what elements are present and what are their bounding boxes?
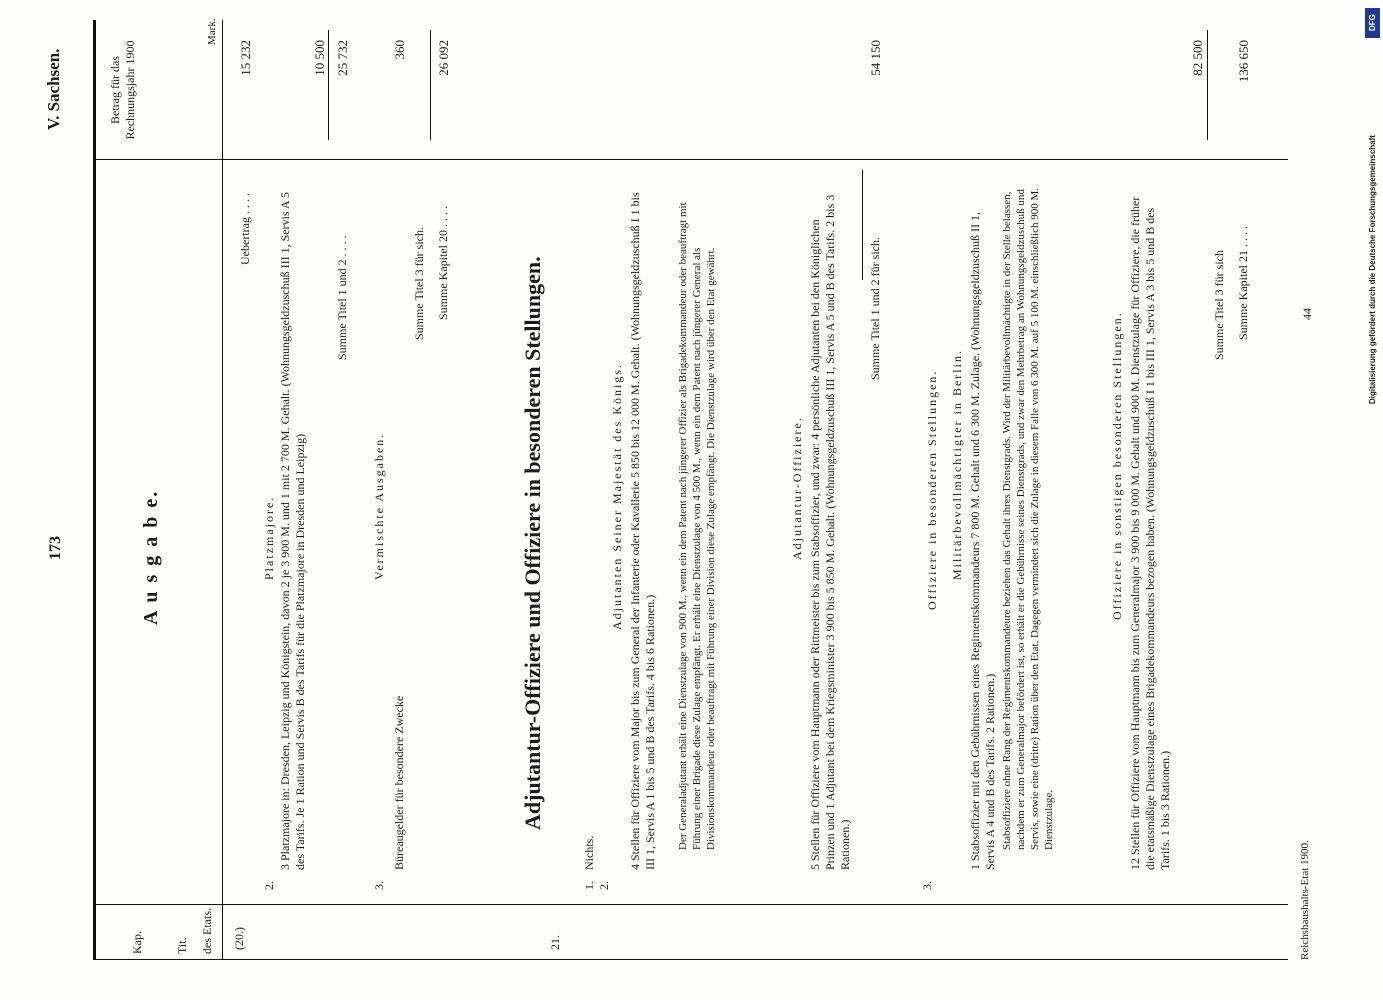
summe-kapitel-20-label: Summe Kapitel 20 . . . . [436,206,450,320]
adjutantur-offiziere-heading: Adjutantur-Offiziere. [790,416,804,560]
subtotal-rule [328,30,329,140]
titel-3-label: 3. [372,881,386,890]
digitization-sidebar [1362,0,1383,1000]
summe-k21-titel-1-2: Summe Titel 1 und 2 für sich. [868,236,882,380]
footer-signature: 44 [1300,308,1314,320]
section-title: A u s g a b e. [140,489,162,625]
kapitel-21-title: Adjutantur-Offiziere und Offiziere in besonderen Stellungen. [520,256,545,830]
kapitel-20-label: (20.) [232,927,246,950]
bueroaugelder-text: Büreaugelder für besondere Zwecke [392,695,406,870]
k21-titel-1: 1. [582,881,596,890]
page-number: 173 [47,536,64,560]
summe-titel-3b-label: Summe Titel 3 für sich [1212,249,1226,360]
state-title: V. Sachsen. [44,48,63,130]
militaerbevollmaechtigter-note: Stabsoffiziere ohne Rang der Regimentskommandeure beziehen das Gehalt ihres Dienstgrads. Wird der Militärbevollmächtigte in der Stelle belassen, nachdem er zum Generalmajor befördert ist, so erhält er die Gebührnisse seines Dienstgrads, und zwar den Mehrbetrag an Wohnungsgeldzuschuß und Servis, sowie eine (dritte) Ration über den Etat. Dagegen vermindert sich die Zulage in diesem Falle von 6 300 M. auf 5 100 M. einschließlich 900 M. Dienstzulage. [1001,188,1055,850]
header-tit: Tit. [175,937,189,954]
top-rule [93,20,96,960]
sonstige-stellungen-text: 12 Stellen für Offiziere vom Hauptmann bis zum Generalmajor 3 900 bis 9 000 M. Gehalt und 900 M. Dienstzulage für Offiziere, die früher die etatsmäßige Dienstzulage eines Brigadekommandeurs bezogen haben. (Wohnungsgeldzuschuß I 1 bis III 1, Servis A 3 bis 5 und B des Tarifs. 1 bis 3 Rationen.) [1128,196,1172,870]
adjutantur-offiziere-text: 5 Stellen für Offiziere vom Hauptmann oder Rittmeister bis zum Stabsoffizier, und zwar: 4 persönliche Adjutanten bei den Königlichen Prinzen und 1 Adjutant bei dem Kriegsminister 3 900 bis 5 850 M. Gehalt. (Wohnungsgeldzuschuß III 1, Servis A 5 und B des Tarifs. 2 bis 3 Rationen.) [808,194,852,870]
summe-kapitel-20-amount: 26 092 [436,40,451,76]
militaerbevollmaechtigter-heading: Militärbevollmächtigter in Berlin. [950,349,964,580]
besondere-stellungen-heading: Offiziere in besonderen Stellungen. [925,369,939,610]
sonstige-amount: 82 500 [1190,40,1205,76]
left-border [93,959,1288,960]
uebertrag-label: Uebertrag . . . . [238,193,252,265]
vermischte-heading: Vermischte Ausgaben. [372,432,386,580]
uebertrag-amount: 15 232 [238,40,253,76]
summe-titel-3-label: Summe Titel 3 für sich. [412,226,426,340]
digitization-credit: Digitalisierung gefördert durch die Deutsche Forschungsgemeinschaft [1368,135,1377,404]
subtotal-rule-2 [430,30,431,140]
summe-titel-1-2-amount: 25 732 [335,40,350,76]
adjutanten-koenig-note: Der Generaladjutant erhält eine Dienstzulage von 900 M., wenn ein dem Patent nach jüngerer Offizier als Brigadekommandeur oder beauftragt mit Führung einer Brigade diese Zulage empfängt. Er erhält eine Dienstzulage von 4 500 M., wenn ein dem Patent nach jüngerer General als Divisionskommandeur oder beauftragt mit Führung einer Division diese Zulage empfängt. Die Dienstzulage wird über den Etat gewährt. [677,202,717,850]
amount-column-divider [93,159,1288,160]
header-kap: Kap. [130,931,144,954]
adjutantur-amount: 54 150 [868,40,883,76]
summe-kapitel-21-label: Summe Kapitel 21 . . . . [1236,226,1250,340]
subtotal-rule-4 [1207,30,1208,140]
dfg-logo: DFG [1365,8,1380,38]
platzmajore-heading: Platzmajore. [262,495,276,580]
summe-kapitel-21-amount: 136 650 [1236,40,1251,83]
header-des-etats: des Etats. [200,908,214,954]
titel-2-label: 2. [262,881,276,890]
header-mark: Mark. [206,18,218,45]
header-rule [222,20,223,960]
adjutanten-koenig-text: 4 Stellen für Offiziere vom Major bis zum General der Infanterie oder Kavallerie 5 850 bis 12 000 M. Gehalt. (Wohnungsgeldzuschuß I 1 bis III 1, Servis A 1 bis 5 und B des Tarifs. 4 bis 6 Rationen.) [628,192,657,870]
footer-etat: Reichshaushalts-Etat 1900. [1299,840,1311,960]
summe-titel-1-2-label: Summe Titel 1 und 2 . . . . [335,235,349,360]
platzmajore-text: 3 Platzmajore in: Dresden, Leipzig und Königstein, davon 2 je 3 900 M. und 1 mit 2 700 M. Gehalt. (Wohnungsgeldzuschuß III 1, Servis A 5 des Tarifs. Je 1 Ration und Servis B des Tarifs für die Platzmajore in Dresden und Leipzig) [278,192,307,870]
header-betrag: Betrag für das Rechnungsjahr 1900 [108,40,137,140]
militaerbevollmaechtigter-text: 1 Stabsoffizier mit den Gebührnissen eines Regimentskommandeurs 7 800 M. Gehalt und 6 300 M. Zulage. (Wohnungsgeldzuschuß II 1, Servis A 4 und B des Tarifs. 2 Rationen.) [968,211,997,870]
subtotal-rule-3 [862,170,863,280]
k21-titel-3: 3. [920,881,934,890]
kap-tit-divider [93,904,1288,905]
bueroaugelder-amount: 360 [392,40,407,60]
nichts-text: Nichts. [582,835,596,870]
k21-titel-2: 2. [597,881,611,890]
kapitel-21-label: 21. [548,935,562,950]
adjutanten-koenig-heading: Adjutanten Seiner Majestät des Königs. [610,363,624,630]
sonstige-stellungen-heading: Offiziere in sonstigen besonderen Stellungen. [1110,311,1124,620]
platzmajore-amount: 10 500 [312,40,327,76]
